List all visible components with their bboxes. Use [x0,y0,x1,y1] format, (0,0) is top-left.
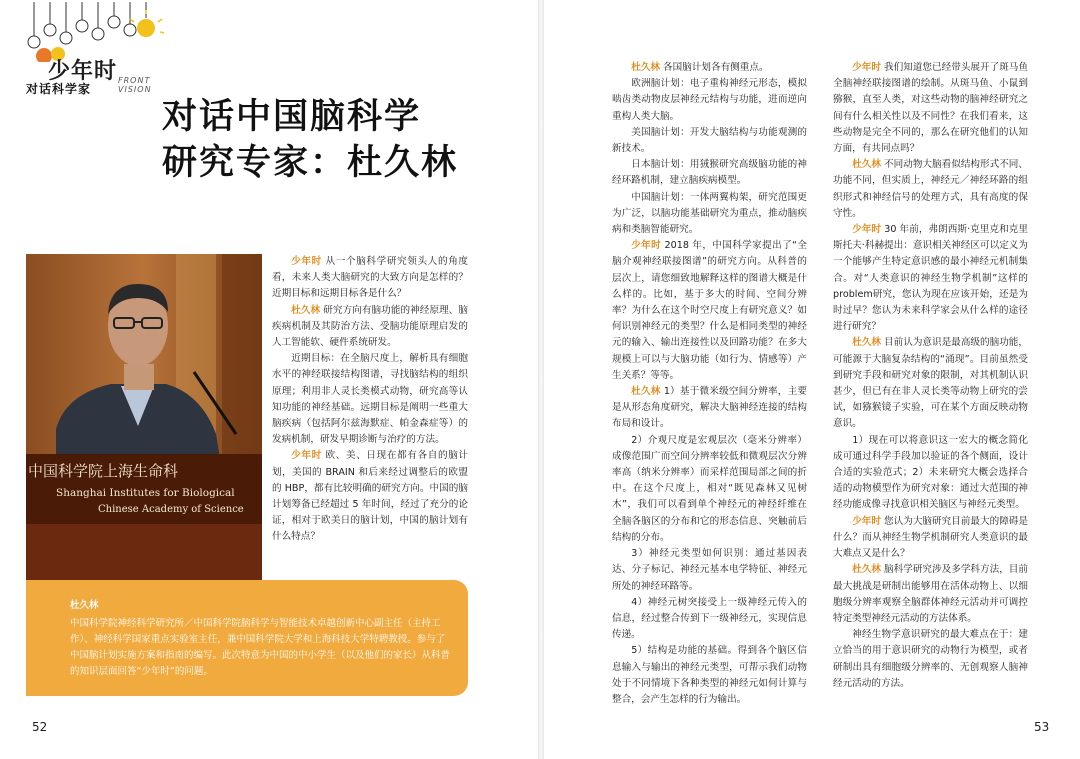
middle-text-column [612,60,807,708]
paragraph [833,433,1028,514]
paragraph [612,643,807,708]
paragraph [612,76,807,125]
logo-wordmark: 少年时 [48,59,118,84]
paragraph-text: 1）基于微米级空间分辨率，主要是从形态角度研究，解决大脑神经连接的结构布局和设计。 [612,386,807,430]
paragraph-text: 美国脑计划：开发大脑结构与功能观测的新技术。 [612,126,807,155]
paragraph-text: 我们知道您已经带头展开了斑马鱼全脑神经联接图谱的绘制。从斑马鱼、小鼠到猕猴，直至人类，对这些动物的脑神经研究之间有什么相关性以及不同性？在我们看来，这些动物是完全不同的，那么在研究他们的认知方面，有共同点吗？ [833,62,1029,155]
paragraph [833,335,1028,432]
speaker-label: 杜久林 [291,304,321,316]
paragraph-text: 2）介观尺度是宏观层次（毫米分辨率）成像范围广而空间分辨率较低和微观层次分辨率高（纳米分辨率）而采样范围局部之间的折中。在这个尺度上，相对“既见森林又见树木”，我们可以看到单个神经元的神经纤维在全脑各脑区的分布和它的形态信息、突触前后结构的分布。 [612,434,807,543]
paragraph-text: 日本脑计划：用狨猴研究高级脑功能的神经环路机制，建立脑疾病模型。 [612,159,807,187]
paragraph-text: 您认为大脑研究目前最大的障碍是什么？而从神经生物学机制研究人类意识的最大难点又是什么？ [833,515,1029,560]
title-line-2: 研究专家：杜久林 [162,143,459,183]
paragraph [612,433,807,546]
paragraph [272,351,468,448]
speaker-label: 杜久林 [852,564,881,576]
section-label: 对话科学家 [26,82,92,96]
page-number-left: 52 [32,720,48,734]
paragraph [272,303,468,352]
article-title [162,94,522,186]
paragraph-text: 目前认为意识是最高级的脑功能，可能源于大脑复杂结构的“涌现”。目前虽然受到研究手段和研究对象的限制，对其机制认识甚少，但已有在非人灵长类等动物上研究的尝试，如猕猴镜子实验，可在某个方面反映动物意识。 [833,337,1029,430]
speaker-label: 少年时 [852,62,881,73]
speaker-photo [26,254,262,590]
paragraph [833,222,1028,335]
speaker-label: 杜久林 [631,386,661,398]
page-gutter [538,0,544,759]
title-line-1: 对话中国脑科学 [162,97,422,137]
paragraph [612,60,807,76]
paragraph [833,514,1028,563]
podium-sign-cn: 中国科学院上海生命科 [28,462,179,480]
bio-box [26,580,468,696]
paragraph-text: 欧洲脑计划：电子重构神经元形态，模拟啮齿类动物皮层神经元结构与功能，进而逆向重构人类大脑。 [612,78,807,122]
paragraph [612,238,807,384]
paragraph [612,384,807,433]
photo-illustration [26,254,262,590]
speaker-label: 杜久林 [631,62,660,73]
paragraph-text: 欧、美、日现在都有各自的脑计划，美国的 BRAIN 和后来经过调整后的欧盟的 HBP，都有比较明确的研究方向。中国的脑计划筹备已经超过 5 年时间，经过了充分的论证，相对于欧美日的脑计划，中国的脑计划有什么特点？ [272,450,469,543]
paragraph [833,562,1028,627]
speaker-label: 少年时 [631,240,662,252]
podium-sign-en-1: Shanghai Institutes for Biological [56,487,235,499]
paragraph-text: 30 年前，弗朗西斯·克里克和克里斯托夫·科赫提出：意识相关神经区可以定义为一个能够产生特定意识感的最小神经元机制集合。对“人类意识的神经生物学机制”这样的problem研究，您认为现在应该开始，还是为时过早？您认为未来科学家会从什么样的途径进行研究？ [833,224,1028,333]
paragraph-text: 各国脑计划各有侧重点。 [663,62,769,73]
podium-sign-en-2: Chinese Academy of Science [98,504,244,515]
paragraph-text: 4）神经元树突接受上一级神经元传入的信息，经过整合传到下一级神经元，实现信息传递。 [612,596,807,641]
paragraph [272,254,468,303]
speaker-label: 少年时 [852,515,881,527]
speaker-label: 杜久林 [852,337,881,349]
paragraph-text: 中国脑计划：一体两翼构架，研究范围更为广泛，以脑功能基础研究为重点，推动脑疾病和类脑智能研究。 [612,191,807,236]
paragraph [612,190,807,239]
lightbulbs-icon [22,2,172,62]
paragraph-text: 研究方向有脑功能的神经原理、脑疾病机制及其防治方法、受脑功能原理启发的人工智能软、硬件系统研发。 [272,304,468,349]
speaker-label: 杜久林 [852,159,881,171]
right-text-column [833,60,1028,692]
paragraph [612,125,807,157]
paragraph [833,157,1028,222]
paragraph-text: 神经生物学意识研究的最大难点在于：建立恰当的用于意识研究的动物行为模型，或者研制出具有细胞级分辨率的、无创观察人脑神经元活动的方法。 [833,629,1028,689]
paragraph-text: 3）神经元类型如何识别：通过基因表达、分子标记、神经元基本电学特征、神经元所处的神经环路等。 [612,548,807,592]
paragraph [272,448,468,545]
paragraph [833,627,1028,692]
paragraph-text: 近期目标：在全脑尺度上，解析具有细胞水平的神经联接结构图谱，寻找脑结构的组织原理；利用非人灵长类模式动物，研究高等认知功能的神经基础。远期目标是阐明一些重大脑疾病（包括阿尔兹海默症、帕金森症等）的发病机制，研发早期诊断与治疗的方法。 [272,353,468,446]
speaker-label: 少年时 [291,450,322,462]
paragraph [612,595,807,644]
paragraph-text: 不同动物大脑看似结构形式不同、功能不同，但实质上，神经元／神经环路的组织形式和神经信号的处理方式，具有高度的保守性。 [833,159,1029,219]
paragraph-text: 脑科学研究涉及多学科方法，目前最大挑战是研制出能够用在活体动物上、以细胞级分辨率观察全脑群体神经元活动并可调控特定类型神经元活动的方法体系。 [833,564,1029,624]
logo-subtitle: FRONT VISION [118,76,152,94]
paragraph [833,60,1028,157]
bio-text: 中国科学院神经科学研究所／中国科学院脑科学与智能技术卓越创新中心副主任（主持工作）、神经科学国家重点实验室主任，兼中国科学院大学和上海科技大学特聘教授。参与了中国脑计划实施方案和指南的编写。此次特意为中国的中小学生（以及他们的家长）从科普的知识层面回答“少年时”的问题。 [70,618,451,677]
logo [22,2,172,97]
left-text-column [272,254,468,546]
page-number-right: 53 [1034,720,1050,734]
speaker-label: 少年时 [291,256,322,267]
speaker-label: 少年时 [852,224,882,236]
paragraph [612,546,807,595]
paragraph-text: 从一个脑科学研究领头人的角度看，未来人类大脑研究的大致方向是怎样的？近期目标和远期目标各是什么？ [272,256,469,300]
paragraph-text: 1）现在可以将意识这一宏大的概念简化成可通过科学手段加以验证的各个侧面，设计合适的实验范式；2）未来研究大概会选择合适的动物模型作为研究对象：通过大范围的神经功能成像寻找意识相关脑区与神经元类型。 [833,434,1028,511]
paragraph [612,157,807,189]
bio-name: 杜久林 [70,600,99,611]
paragraph-text: 2018 年，中国科学家提出了“全脑介观神经联接图谱”的研究方向。从科普的层次上，请您细致地解释这样的图谱大概是什么样的。比如，基于多大的时间、空间分辨率？为什么在这个时空尺度上有研究意义？如何识别神经元的类型？什么是相同类型的神经元的输入、输出连接性以及回路功能？在多大规模上可以与大脑功能（如行为、情感等）产生关系？等等。 [612,240,807,381]
paragraph-text: 5）结构是功能的基础。得到各个脑区信息输入与输出的神经元类型，可帮示我们动物处于不同情境下各种类型的神经元如何计算与整合，会产生怎样的行为输出。 [612,645,807,705]
